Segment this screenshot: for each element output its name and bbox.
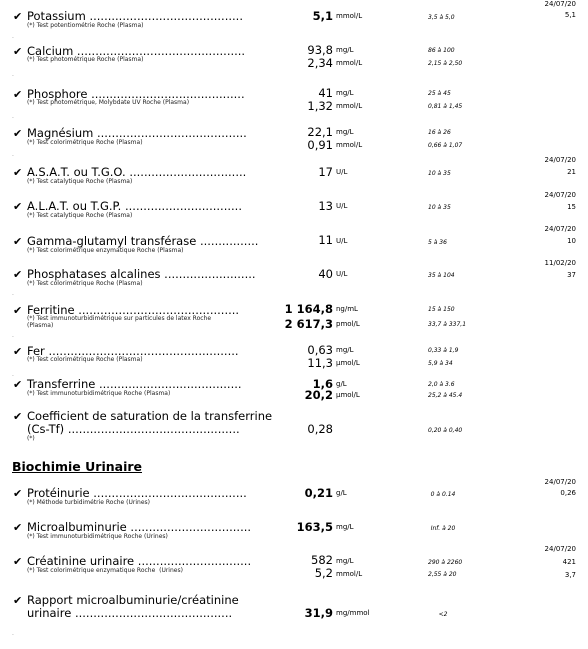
test-unit: ng/mL — [336, 305, 358, 313]
test-value: 40 — [318, 267, 333, 281]
test-method: (*) Test potentiométrie Roche (Plasma) — [27, 22, 144, 29]
history-value-si: 3,7 — [564, 571, 576, 579]
test-value-si: 2,34 — [307, 56, 333, 70]
test-name: Phosphatases alcalines ......................... — [27, 267, 256, 281]
history-date: 24/07/20 — [544, 0, 576, 8]
test-value-si: 1,32 — [307, 99, 333, 113]
test-name: A.S.A.T. ou T.G.O. ................................ — [27, 165, 247, 179]
separator-dot: . — [12, 630, 14, 637]
test-reference-si: 0,81 à 1,45 — [428, 103, 463, 110]
test-value: 17 — [318, 165, 333, 179]
test-reference: Inf. à 20 — [430, 525, 456, 532]
test-unit: g/L — [336, 489, 347, 497]
test-unit-si: µmol/L — [336, 391, 360, 399]
test-reference: 16 à 26 — [428, 129, 451, 136]
check-icon: ✔ — [13, 200, 23, 213]
test-reference-si: 33,7 à 337,1 — [428, 321, 467, 328]
test-name: Rapport microalbuminurie/créatinine urinaire ........................................... — [27, 593, 239, 620]
test-unit: U/L — [336, 237, 348, 245]
section-title: Biochimie Urinaire — [12, 459, 142, 474]
test-method: (*) Test immunoturbidimétrique Roche (Plasma) — [27, 390, 171, 397]
test-value-si: 5,2 — [314, 566, 333, 580]
test-reference: 10 à 35 — [428, 170, 451, 177]
test-unit: U/L — [336, 270, 348, 278]
history-value: 10 — [567, 237, 576, 245]
test-reference: 86 à 100 — [428, 47, 455, 54]
separator-dot: . — [12, 33, 14, 40]
test-value: 163,5 — [296, 520, 333, 534]
test-value: 13 — [318, 199, 333, 213]
check-icon: ✔ — [13, 166, 23, 179]
history-date: 11/02/20 — [544, 259, 576, 267]
separator-dot: . — [12, 371, 14, 378]
test-reference: 2,0 à 3.6 — [428, 381, 455, 388]
test-unit-si: mmol/L — [336, 59, 363, 67]
test-method: (*) — [27, 435, 35, 442]
separator-dot: . — [12, 332, 14, 339]
check-icon: ✔ — [13, 304, 23, 317]
test-value: 11 — [318, 233, 333, 247]
separator-dot: . — [12, 151, 14, 158]
test-value-si: 11,3 — [307, 356, 333, 370]
test-unit-si: mmol/L — [336, 141, 363, 149]
test-method: (*) Test colorimétrique Roche (Plasma) — [27, 139, 143, 146]
test-unit-si: µmol/L — [336, 359, 360, 367]
test-unit-si: mmol/L — [336, 102, 363, 110]
test-reference: 10 à 35 — [428, 204, 451, 211]
test-reference-si: 0,66 à 1,07 — [428, 142, 463, 149]
separator-dot: . — [12, 71, 14, 78]
check-icon: ✔ — [13, 555, 23, 568]
test-name: Ferritine ............................................ — [27, 303, 240, 317]
history-value: 21 — [567, 168, 576, 176]
check-icon: ✔ — [13, 487, 23, 500]
test-reference-si: 2,15 à 2,50 — [428, 60, 463, 67]
test-unit: mg/L — [336, 346, 354, 354]
test-method: (*) Test immunoturbidimétrique sur particules de latex Roche (Plasma) — [27, 315, 212, 329]
history-date: 24/07/20 — [544, 225, 576, 233]
test-method: (*) Test photométrique Roche (Plasma) — [27, 56, 144, 63]
check-icon: ✔ — [13, 378, 23, 391]
test-unit: g/L — [336, 380, 347, 388]
history-value: 37 — [567, 271, 576, 279]
test-value: 582 — [311, 553, 333, 567]
test-unit: mg/L — [336, 523, 354, 531]
history-date: 24/07/20 — [544, 545, 576, 553]
history-date: 24/07/20 — [544, 156, 576, 164]
history-value: 5,1 — [564, 11, 576, 19]
test-unit-si: mmol/L — [336, 570, 363, 578]
test-reference: 5 à 36 — [428, 239, 447, 246]
test-reference: 25 à 45 — [428, 90, 451, 97]
test-reference-si: 2,55 à 20 — [428, 571, 457, 578]
test-name: Coefficient de saturation de la transferrine (Cs-Tf) ............................................... — [27, 409, 273, 436]
test-value: 31,9 — [304, 606, 333, 620]
check-icon: ✔ — [13, 410, 23, 423]
test-reference: 0,20 à 0,40 — [428, 427, 463, 434]
history-date: 24/07/20 — [544, 478, 576, 486]
test-name: Calcium .............................................. — [27, 44, 246, 58]
test-reference: 15 à 150 — [428, 306, 455, 313]
test-method: (*) Test photométrique, Molybdate UV Roche (Plasma) — [27, 99, 190, 106]
history-value: 15 — [567, 203, 576, 211]
test-value: 22,1 — [307, 125, 333, 139]
test-reference: 0,33 à 1,9 — [428, 347, 459, 354]
test-name: Transferrine ....................................... — [27, 377, 242, 391]
separator-dot: . — [12, 113, 14, 120]
test-unit: mg/L — [336, 128, 354, 136]
test-name: A.L.A.T. ou T.G.P. ................................ — [27, 199, 242, 213]
check-icon: ✔ — [13, 10, 23, 23]
test-name: Phosphore .......................................... — [27, 87, 245, 101]
test-reference: 3,5 à 5,0 — [428, 14, 455, 21]
test-method: (*) Test catalytique Roche (Plasma) — [27, 178, 133, 185]
test-reference-si: 25,2 à 45.4 — [428, 392, 463, 399]
check-icon: ✔ — [13, 127, 23, 140]
history-value: 421 — [562, 558, 576, 566]
test-method: (*) Méthode turbidimétrie Roche (Urines) — [27, 499, 150, 506]
test-value: 41 — [318, 86, 333, 100]
test-reference: <2 — [438, 611, 448, 618]
test-unit: mg/mmol — [336, 609, 370, 617]
test-value: 5,1 — [312, 9, 333, 23]
check-icon: ✔ — [13, 521, 23, 534]
test-value-si: 2 617,3 — [284, 317, 333, 331]
test-value: 0,21 — [304, 486, 333, 500]
test-name: Gamma-glutamyl transférase ................ — [27, 234, 259, 248]
test-name: Magnésium ......................................... — [27, 126, 247, 140]
test-name: Créatinine urinaire ............................... — [27, 554, 252, 568]
test-name: Microalbuminurie ................................. — [27, 520, 252, 534]
test-method: (*) Test immunoturbidimétrique Roche (Urines) — [27, 533, 168, 540]
test-value: 0,63 — [307, 343, 333, 357]
test-method: (*) Test colorimétrique enzymatique Roche (Plasma) — [27, 247, 184, 254]
test-unit: U/L — [336, 168, 348, 176]
test-name: Protéinurie .......................................... — [27, 486, 247, 500]
test-method: (*) Test colorimétrique enzymatique Roche (Urines) — [27, 567, 183, 574]
test-value: 1,6 — [312, 377, 333, 391]
test-unit: mg/L — [336, 46, 354, 54]
test-method: (*) Test colorimétrique Roche (Plasma) — [27, 280, 143, 287]
test-value: 93,8 — [307, 43, 333, 57]
test-value-si: 0,91 — [307, 138, 333, 152]
test-name: Fer .................................................... — [27, 344, 239, 358]
history-value: 0,26 — [560, 489, 576, 497]
check-icon: ✔ — [13, 594, 23, 607]
test-reference: 35 à 104 — [428, 272, 455, 279]
test-reference: 290 à 2260 — [428, 559, 463, 566]
check-icon: ✔ — [13, 268, 23, 281]
test-name: Potassium .......................................... — [27, 9, 243, 23]
test-method: (*) Test catalytique Roche (Plasma) — [27, 212, 133, 219]
separator-dot: . — [12, 290, 14, 297]
test-reference: 0 à 0.14 — [430, 491, 456, 498]
check-icon: ✔ — [13, 45, 23, 58]
test-value-si: 20,2 — [304, 388, 333, 402]
test-unit: mg/L — [336, 89, 354, 97]
test-value: 0,28 — [307, 422, 333, 436]
test-value: 1 164,8 — [284, 302, 333, 316]
test-unit: mg/L — [336, 557, 354, 565]
check-icon: ✔ — [13, 235, 23, 248]
check-icon: ✔ — [13, 88, 23, 101]
test-unit: U/L — [336, 202, 348, 210]
test-reference-si: 5,9 à 34 — [428, 360, 453, 367]
check-icon: ✔ — [13, 345, 23, 358]
test-unit-si: pmol/L — [336, 320, 360, 328]
history-date: 24/07/20 — [544, 191, 576, 199]
test-method: (*) Test colorimétrique Roche (Plasma) — [27, 356, 143, 363]
test-unit: mmol/L — [336, 12, 363, 20]
